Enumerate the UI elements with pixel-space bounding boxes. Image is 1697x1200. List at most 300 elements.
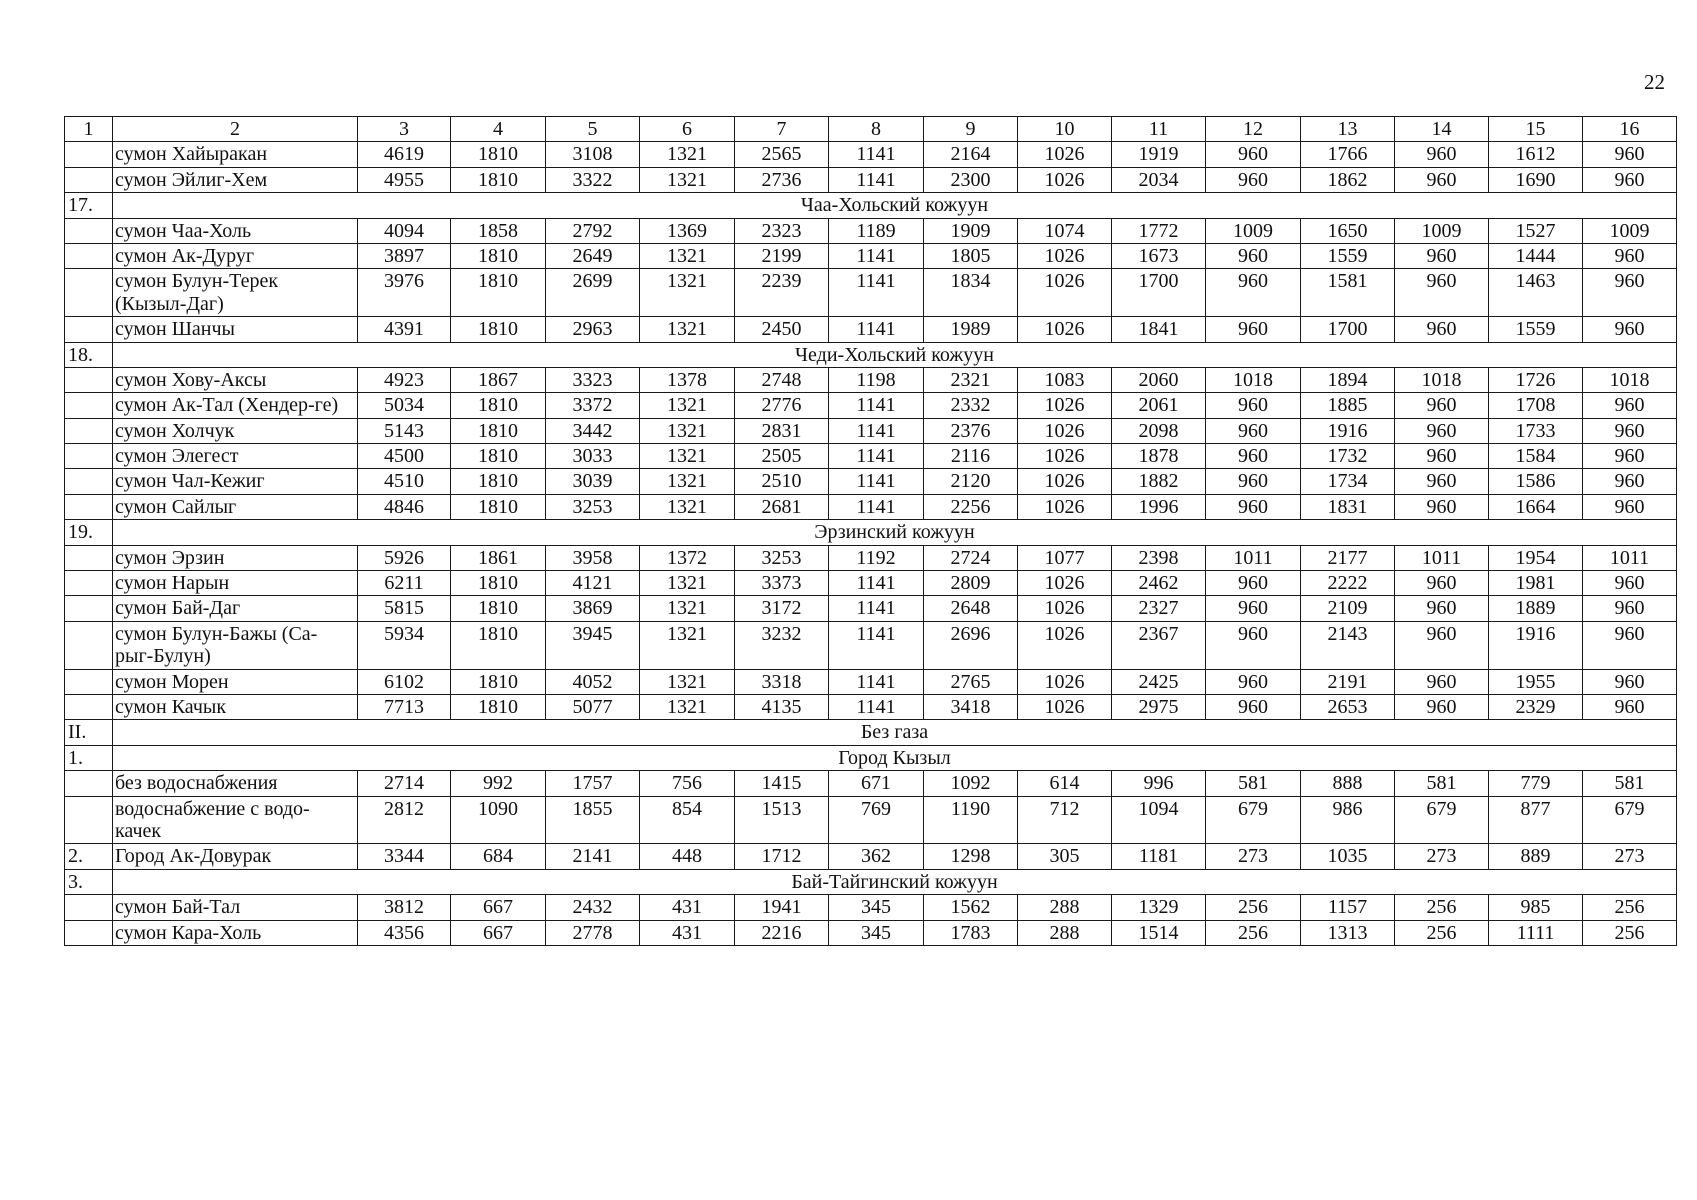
header-cell: 2 bbox=[113, 117, 358, 142]
value-cell: 2812 bbox=[358, 796, 451, 844]
value-cell: 1810 bbox=[451, 269, 546, 317]
value-cell: 305 bbox=[1018, 844, 1112, 869]
value-cell: 960 bbox=[1583, 571, 1677, 596]
table-row bbox=[65, 269, 1677, 317]
value-cell: 2510 bbox=[735, 469, 829, 494]
value-cell: 2425 bbox=[1112, 669, 1206, 694]
section-index: 3. bbox=[65, 869, 113, 894]
value-cell: 2724 bbox=[924, 545, 1018, 570]
value-cell: 1810 bbox=[451, 669, 546, 694]
value-cell: 4846 bbox=[358, 494, 451, 519]
value-cell: 960 bbox=[1395, 269, 1489, 317]
value-cell: 1321 bbox=[640, 469, 735, 494]
value-cell: 1734 bbox=[1301, 469, 1395, 494]
value-cell: 1026 bbox=[1018, 469, 1112, 494]
section-index: II. bbox=[65, 720, 113, 745]
value-cell: 3418 bbox=[924, 694, 1018, 719]
section-index: 18. bbox=[65, 342, 113, 367]
value-cell: 2216 bbox=[735, 920, 829, 945]
row-name: сумон Бай-Тал bbox=[113, 895, 358, 920]
value-cell: 3442 bbox=[546, 418, 640, 443]
value-cell: 1026 bbox=[1018, 669, 1112, 694]
value-cell: 684 bbox=[451, 844, 546, 869]
table-row bbox=[65, 844, 1677, 869]
value-cell: 256 bbox=[1395, 895, 1489, 920]
value-cell: 1313 bbox=[1301, 920, 1395, 945]
value-cell: 1810 bbox=[451, 494, 546, 519]
row-index bbox=[65, 920, 113, 945]
value-cell: 2699 bbox=[546, 269, 640, 317]
value-cell: 4500 bbox=[358, 444, 451, 469]
value-cell: 6102 bbox=[358, 669, 451, 694]
row-name: сумон Сайлыг bbox=[113, 494, 358, 519]
value-cell: 1026 bbox=[1018, 317, 1112, 342]
value-cell: 889 bbox=[1489, 844, 1583, 869]
value-cell: 2505 bbox=[735, 444, 829, 469]
value-cell: 3372 bbox=[546, 393, 640, 418]
value-cell: 2164 bbox=[924, 142, 1018, 167]
value-cell: 960 bbox=[1583, 444, 1677, 469]
value-cell: 1527 bbox=[1489, 218, 1583, 243]
value-cell: 2432 bbox=[546, 895, 640, 920]
value-cell: 1810 bbox=[451, 444, 546, 469]
page-number: 22 bbox=[1644, 70, 1665, 94]
value-cell: 2736 bbox=[735, 167, 829, 192]
row-index bbox=[65, 469, 113, 494]
value-cell: 1018 bbox=[1583, 367, 1677, 392]
value-cell: 1026 bbox=[1018, 393, 1112, 418]
value-cell: 1810 bbox=[451, 694, 546, 719]
value-cell: 960 bbox=[1206, 269, 1301, 317]
value-cell: 4135 bbox=[735, 694, 829, 719]
value-cell: 1141 bbox=[829, 142, 924, 167]
value-cell: 1834 bbox=[924, 269, 1018, 317]
value-cell: 667 bbox=[451, 895, 546, 920]
value-cell: 4052 bbox=[546, 669, 640, 694]
value-cell: 1889 bbox=[1489, 596, 1583, 621]
value-cell: 1321 bbox=[640, 444, 735, 469]
section-row bbox=[65, 520, 1677, 545]
value-cell: 1026 bbox=[1018, 571, 1112, 596]
value-cell: 1009 bbox=[1206, 218, 1301, 243]
value-cell: 2696 bbox=[924, 621, 1018, 669]
row-name: сумон Хову-Аксы bbox=[113, 367, 358, 392]
value-cell: 1612 bbox=[1489, 142, 1583, 167]
value-cell: 3344 bbox=[358, 844, 451, 869]
value-cell: 960 bbox=[1583, 469, 1677, 494]
header-cell: 9 bbox=[924, 117, 1018, 142]
value-cell: 779 bbox=[1489, 771, 1583, 796]
table-row bbox=[65, 418, 1677, 443]
row-index bbox=[65, 142, 113, 167]
value-cell: 1141 bbox=[829, 669, 924, 694]
value-cell: 1141 bbox=[829, 694, 924, 719]
row-index bbox=[65, 218, 113, 243]
value-cell: 960 bbox=[1206, 694, 1301, 719]
value-cell: 1321 bbox=[640, 621, 735, 669]
value-cell: 1321 bbox=[640, 393, 735, 418]
value-cell: 5143 bbox=[358, 418, 451, 443]
row-name: Город Ак-Довурак bbox=[113, 844, 358, 869]
value-cell: 1141 bbox=[829, 469, 924, 494]
value-cell: 1708 bbox=[1489, 393, 1583, 418]
value-cell: 1141 bbox=[829, 317, 924, 342]
row-index bbox=[65, 571, 113, 596]
value-cell: 3108 bbox=[546, 142, 640, 167]
table-row bbox=[65, 694, 1677, 719]
section-title: Чаа-Хольский кожуун bbox=[113, 193, 1677, 218]
table-row bbox=[65, 167, 1677, 192]
value-cell: 1867 bbox=[451, 367, 546, 392]
header-cell: 10 bbox=[1018, 117, 1112, 142]
section-title: Бай-Тайгинский кожуун bbox=[113, 869, 1677, 894]
value-cell: 960 bbox=[1583, 621, 1677, 669]
value-cell: 1650 bbox=[1301, 218, 1395, 243]
table-row bbox=[65, 895, 1677, 920]
value-cell: 1189 bbox=[829, 218, 924, 243]
value-cell: 614 bbox=[1018, 771, 1112, 796]
header-cell: 7 bbox=[735, 117, 829, 142]
value-cell: 1732 bbox=[1301, 444, 1395, 469]
value-cell: 1141 bbox=[829, 621, 924, 669]
row-name: сумон Нарын bbox=[113, 571, 358, 596]
header-cell: 4 bbox=[451, 117, 546, 142]
value-cell: 1321 bbox=[640, 596, 735, 621]
value-cell: 2765 bbox=[924, 669, 1018, 694]
value-cell: 2376 bbox=[924, 418, 1018, 443]
value-cell: 1026 bbox=[1018, 694, 1112, 719]
value-cell: 1664 bbox=[1489, 494, 1583, 519]
row-index bbox=[65, 796, 113, 844]
value-cell: 960 bbox=[1206, 167, 1301, 192]
value-cell: 2321 bbox=[924, 367, 1018, 392]
value-cell: 960 bbox=[1583, 596, 1677, 621]
value-cell: 1321 bbox=[640, 694, 735, 719]
value-cell: 1181 bbox=[1112, 844, 1206, 869]
value-cell: 1810 bbox=[451, 469, 546, 494]
value-cell: 1882 bbox=[1112, 469, 1206, 494]
row-index bbox=[65, 694, 113, 719]
tariff-table bbox=[64, 116, 1677, 946]
value-cell: 2450 bbox=[735, 317, 829, 342]
value-cell: 1026 bbox=[1018, 494, 1112, 519]
value-cell: 3812 bbox=[358, 895, 451, 920]
value-cell: 1011 bbox=[1206, 545, 1301, 570]
value-cell: 1894 bbox=[1301, 367, 1395, 392]
header-cell: 5 bbox=[546, 117, 640, 142]
value-cell: 1581 bbox=[1301, 269, 1395, 317]
value-cell: 1321 bbox=[640, 269, 735, 317]
value-cell: 1919 bbox=[1112, 142, 1206, 167]
value-cell: 1810 bbox=[451, 142, 546, 167]
value-cell: 992 bbox=[451, 771, 546, 796]
value-cell: 1810 bbox=[451, 243, 546, 268]
row-index bbox=[65, 418, 113, 443]
value-cell: 1009 bbox=[1583, 218, 1677, 243]
value-cell: 1810 bbox=[451, 317, 546, 342]
row-index bbox=[65, 494, 113, 519]
value-cell: 2748 bbox=[735, 367, 829, 392]
row-index bbox=[65, 669, 113, 694]
value-cell: 2963 bbox=[546, 317, 640, 342]
value-cell: 2776 bbox=[735, 393, 829, 418]
value-cell: 2792 bbox=[546, 218, 640, 243]
value-cell: 1810 bbox=[451, 571, 546, 596]
value-cell: 1141 bbox=[829, 167, 924, 192]
value-cell: 1141 bbox=[829, 418, 924, 443]
value-cell: 960 bbox=[1583, 269, 1677, 317]
value-cell: 1141 bbox=[829, 494, 924, 519]
value-cell: 960 bbox=[1395, 444, 1489, 469]
value-cell: 960 bbox=[1583, 669, 1677, 694]
value-cell: 2565 bbox=[735, 142, 829, 167]
value-cell: 1372 bbox=[640, 545, 735, 570]
row-index bbox=[65, 393, 113, 418]
value-cell: 4510 bbox=[358, 469, 451, 494]
header-cell: 1 bbox=[65, 117, 113, 142]
value-cell: 960 bbox=[1206, 621, 1301, 669]
row-index bbox=[65, 444, 113, 469]
value-cell: 3897 bbox=[358, 243, 451, 268]
value-cell: 1026 bbox=[1018, 243, 1112, 268]
table-row bbox=[65, 596, 1677, 621]
value-cell: 1026 bbox=[1018, 418, 1112, 443]
value-cell: 2143 bbox=[1301, 621, 1395, 669]
value-cell: 4923 bbox=[358, 367, 451, 392]
value-cell: 888 bbox=[1301, 771, 1395, 796]
row-name: сумон Чаа-Холь bbox=[113, 218, 358, 243]
value-cell: 1700 bbox=[1301, 317, 1395, 342]
value-cell: 2177 bbox=[1301, 545, 1395, 570]
value-cell: 679 bbox=[1206, 796, 1301, 844]
value-cell: 1141 bbox=[829, 393, 924, 418]
value-cell: 2648 bbox=[924, 596, 1018, 621]
value-cell: 1726 bbox=[1489, 367, 1583, 392]
value-cell: 4356 bbox=[358, 920, 451, 945]
value-cell: 2061 bbox=[1112, 393, 1206, 418]
value-cell: 960 bbox=[1395, 571, 1489, 596]
value-cell: 1321 bbox=[640, 243, 735, 268]
value-cell: 2120 bbox=[924, 469, 1018, 494]
value-cell: 1026 bbox=[1018, 142, 1112, 167]
value-cell: 288 bbox=[1018, 920, 1112, 945]
value-cell: 1916 bbox=[1301, 418, 1395, 443]
value-cell: 1810 bbox=[451, 167, 546, 192]
value-cell: 1190 bbox=[924, 796, 1018, 844]
section-index: 17. bbox=[65, 193, 113, 218]
row-name: водоснабжение с водо-качек bbox=[113, 796, 358, 844]
value-cell: 2239 bbox=[735, 269, 829, 317]
value-cell: 960 bbox=[1206, 418, 1301, 443]
value-cell: 986 bbox=[1301, 796, 1395, 844]
value-cell: 960 bbox=[1206, 317, 1301, 342]
value-cell: 1513 bbox=[735, 796, 829, 844]
value-cell: 960 bbox=[1395, 469, 1489, 494]
value-cell: 273 bbox=[1583, 844, 1677, 869]
value-cell: 2256 bbox=[924, 494, 1018, 519]
value-cell: 2199 bbox=[735, 243, 829, 268]
table-row bbox=[65, 444, 1677, 469]
value-cell: 1673 bbox=[1112, 243, 1206, 268]
value-cell: 3869 bbox=[546, 596, 640, 621]
value-cell: 1298 bbox=[924, 844, 1018, 869]
row-name: сумон Эрзин bbox=[113, 545, 358, 570]
value-cell: 1841 bbox=[1112, 317, 1206, 342]
row-name: сумон Хайыракан bbox=[113, 142, 358, 167]
value-cell: 960 bbox=[1395, 393, 1489, 418]
header-cell: 14 bbox=[1395, 117, 1489, 142]
value-cell: 2332 bbox=[924, 393, 1018, 418]
value-cell: 1018 bbox=[1206, 367, 1301, 392]
row-name: сумон Ак-Тал (Хендер-ге) bbox=[113, 393, 358, 418]
value-cell: 1996 bbox=[1112, 494, 1206, 519]
header-cell: 13 bbox=[1301, 117, 1395, 142]
value-cell: 960 bbox=[1583, 142, 1677, 167]
value-cell: 960 bbox=[1206, 494, 1301, 519]
value-cell: 2681 bbox=[735, 494, 829, 519]
row-name: без водоснабжения bbox=[113, 771, 358, 796]
value-cell: 1321 bbox=[640, 571, 735, 596]
value-cell: 2398 bbox=[1112, 545, 1206, 570]
value-cell: 960 bbox=[1206, 469, 1301, 494]
header-cell: 8 bbox=[829, 117, 924, 142]
value-cell: 671 bbox=[829, 771, 924, 796]
value-cell: 960 bbox=[1395, 694, 1489, 719]
value-cell: 960 bbox=[1395, 669, 1489, 694]
section-row bbox=[65, 342, 1677, 367]
value-cell: 1700 bbox=[1112, 269, 1206, 317]
value-cell: 960 bbox=[1395, 167, 1489, 192]
section-title: Без газа bbox=[113, 720, 1677, 745]
value-cell: 960 bbox=[1395, 317, 1489, 342]
value-cell: 1321 bbox=[640, 317, 735, 342]
value-cell: 1074 bbox=[1018, 218, 1112, 243]
table-row bbox=[65, 218, 1677, 243]
value-cell: 1415 bbox=[735, 771, 829, 796]
row-index bbox=[65, 167, 113, 192]
section-index: 19. bbox=[65, 520, 113, 545]
value-cell: 1141 bbox=[829, 444, 924, 469]
table-row bbox=[65, 545, 1677, 570]
header-cell: 15 bbox=[1489, 117, 1583, 142]
value-cell: 256 bbox=[1395, 920, 1489, 945]
value-cell: 2809 bbox=[924, 571, 1018, 596]
value-cell: 3232 bbox=[735, 621, 829, 669]
value-cell: 996 bbox=[1112, 771, 1206, 796]
row-name: сумон Ак-Дуруг bbox=[113, 243, 358, 268]
value-cell: 3033 bbox=[546, 444, 640, 469]
table-row bbox=[65, 469, 1677, 494]
value-cell: 2141 bbox=[546, 844, 640, 869]
value-cell: 1909 bbox=[924, 218, 1018, 243]
row-name: сумон Элегест bbox=[113, 444, 358, 469]
value-cell: 1878 bbox=[1112, 444, 1206, 469]
value-cell: 1321 bbox=[640, 418, 735, 443]
value-cell: 1586 bbox=[1489, 469, 1583, 494]
value-cell: 1141 bbox=[829, 243, 924, 268]
row-index bbox=[65, 621, 113, 669]
row-index bbox=[65, 367, 113, 392]
value-cell: 679 bbox=[1395, 796, 1489, 844]
value-cell: 1810 bbox=[451, 393, 546, 418]
value-cell: 4094 bbox=[358, 218, 451, 243]
section-row bbox=[65, 869, 1677, 894]
value-cell: 854 bbox=[640, 796, 735, 844]
value-cell: 1916 bbox=[1489, 621, 1583, 669]
table-row bbox=[65, 669, 1677, 694]
value-cell: 2714 bbox=[358, 771, 451, 796]
value-cell: 5934 bbox=[358, 621, 451, 669]
table-row bbox=[65, 771, 1677, 796]
section-title: Город Кызыл bbox=[113, 745, 1677, 770]
row-name: сумон Булун-Бажы (Са-рыг-Булун) bbox=[113, 621, 358, 669]
value-cell: 1862 bbox=[1301, 167, 1395, 192]
value-cell: 4619 bbox=[358, 142, 451, 167]
row-index bbox=[65, 895, 113, 920]
value-cell: 679 bbox=[1583, 796, 1677, 844]
value-cell: 1009 bbox=[1395, 218, 1489, 243]
value-cell: 960 bbox=[1206, 444, 1301, 469]
value-cell: 7713 bbox=[358, 694, 451, 719]
header-row bbox=[65, 117, 1677, 142]
value-cell: 2116 bbox=[924, 444, 1018, 469]
value-cell: 2649 bbox=[546, 243, 640, 268]
table-row bbox=[65, 142, 1677, 167]
value-cell: 273 bbox=[1206, 844, 1301, 869]
value-cell: 4391 bbox=[358, 317, 451, 342]
value-cell: 3039 bbox=[546, 469, 640, 494]
value-cell: 960 bbox=[1583, 167, 1677, 192]
section-row bbox=[65, 745, 1677, 770]
value-cell: 960 bbox=[1206, 142, 1301, 167]
value-cell: 960 bbox=[1583, 317, 1677, 342]
value-cell: 1989 bbox=[924, 317, 1018, 342]
value-cell: 1011 bbox=[1583, 545, 1677, 570]
value-cell: 1861 bbox=[451, 545, 546, 570]
table-row bbox=[65, 920, 1677, 945]
value-cell: 1810 bbox=[451, 621, 546, 669]
value-cell: 1141 bbox=[829, 596, 924, 621]
section-row bbox=[65, 720, 1677, 745]
value-cell: 1026 bbox=[1018, 269, 1112, 317]
value-cell: 960 bbox=[1206, 571, 1301, 596]
value-cell: 4121 bbox=[546, 571, 640, 596]
value-cell: 960 bbox=[1583, 243, 1677, 268]
value-cell: 5815 bbox=[358, 596, 451, 621]
value-cell: 5926 bbox=[358, 545, 451, 570]
value-cell: 1514 bbox=[1112, 920, 1206, 945]
value-cell: 960 bbox=[1395, 596, 1489, 621]
row-name: сумон Шанчы bbox=[113, 317, 358, 342]
value-cell: 2060 bbox=[1112, 367, 1206, 392]
value-cell: 1321 bbox=[640, 669, 735, 694]
value-cell: 1378 bbox=[640, 367, 735, 392]
value-cell: 1157 bbox=[1301, 895, 1395, 920]
value-cell: 1810 bbox=[451, 596, 546, 621]
value-cell: 2327 bbox=[1112, 596, 1206, 621]
header-cell: 12 bbox=[1206, 117, 1301, 142]
row-name: сумон Эйлиг-Хем bbox=[113, 167, 358, 192]
value-cell: 1584 bbox=[1489, 444, 1583, 469]
value-cell: 1321 bbox=[640, 142, 735, 167]
value-cell: 1783 bbox=[924, 920, 1018, 945]
value-cell: 1026 bbox=[1018, 167, 1112, 192]
value-cell: 3318 bbox=[735, 669, 829, 694]
value-cell: 2300 bbox=[924, 167, 1018, 192]
value-cell: 960 bbox=[1206, 243, 1301, 268]
value-cell: 1026 bbox=[1018, 444, 1112, 469]
value-cell: 2367 bbox=[1112, 621, 1206, 669]
